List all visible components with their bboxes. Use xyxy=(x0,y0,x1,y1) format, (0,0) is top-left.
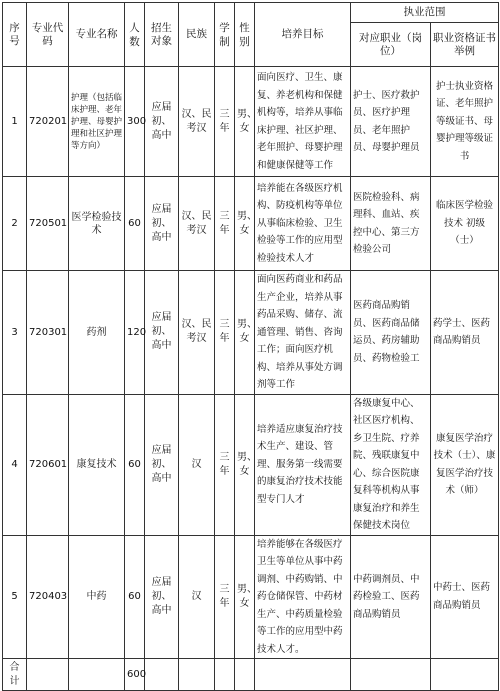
cell-code: 720501 xyxy=(27,177,69,271)
cell-ethnicity: 汉 xyxy=(179,394,215,535)
cell-occupation: 护士、医疗救护员、医疗护理员、老年照护员、母婴护理员 xyxy=(351,67,431,177)
cell-code: 720403 xyxy=(27,535,69,659)
cell-seq: 2 xyxy=(3,177,27,271)
cell-occupation: 医院检验科、病理科、血站、疾控中心、第三方检验公司 xyxy=(351,177,431,271)
cell-seq: 4 xyxy=(3,394,27,535)
cell-certificate: 中药士、医药商品购销员 xyxy=(431,535,499,659)
cell-major: 医学检验技术 xyxy=(69,177,125,271)
cell-ethnicity: 汉、民考汉 xyxy=(179,67,215,177)
table-row xyxy=(3,67,499,177)
cell-certificate: 药学士、医药商品购销员 xyxy=(431,271,499,395)
cell-major: 药剂 xyxy=(69,271,125,395)
total-label: 合计 xyxy=(3,659,27,691)
cell-gender: 男、女 xyxy=(235,535,255,659)
table-row xyxy=(3,177,499,271)
cell-major: 康复技术 xyxy=(69,394,125,535)
cell-occupation: 中药调剂员、中药检验工、医药商品购销员 xyxy=(351,535,431,659)
cell-occupation: 各级康复中心、社区医疗机构、乡卫生院、疗养院、残联康复中心、综合医院康复科等机构从事康复治疗和养生保健技术岗位 xyxy=(351,394,431,535)
cell-seq: 1 xyxy=(3,67,27,177)
header-gender: 性别 xyxy=(235,3,255,67)
header-occupation: 对应职业（岗位） xyxy=(351,23,431,67)
cell-goal: 培养能在各级医疗机构、防疫机构等单位从事临床检验、卫生检验等工作的应用型检验技术人才 xyxy=(255,177,351,271)
header-major: 专业名称 xyxy=(69,3,125,67)
table-row xyxy=(3,535,499,659)
cell-gender: 男、女 xyxy=(235,394,255,535)
cell-count: 300 xyxy=(125,67,145,177)
enrollment-table xyxy=(2,2,499,691)
cell-ethnicity: 汉、民考汉 xyxy=(179,177,215,271)
header-seq: 序号 xyxy=(3,3,27,67)
header-certificate: 职业资格证书举例 xyxy=(431,23,499,67)
cell-duration: 三年 xyxy=(215,177,235,271)
table-row xyxy=(3,394,499,535)
cell-certificate: 护士执业资格证、老年照护等级证书、母婴护理等级证书 xyxy=(431,67,499,177)
cell-target: 应届初、高中 xyxy=(145,67,179,177)
cell-duration: 三年 xyxy=(215,394,235,535)
cell-target: 应届初、高中 xyxy=(145,535,179,659)
cell-count: 60 xyxy=(125,177,145,271)
cell-occupation: 医药商品购销员、医药商品储运员、药房辅助员、药物检验工 xyxy=(351,271,431,395)
header-scope: 执业范围 xyxy=(351,3,499,23)
cell-count: 120 xyxy=(125,271,145,395)
cell-duration: 三年 xyxy=(215,67,235,177)
cell-goal: 面向医疗、卫生、康复、养老机构和保健机构等，培养从事临床护理、社区护理、老年照护、母婴护理和健康保健等工作 xyxy=(255,67,351,177)
header-duration: 学制 xyxy=(215,3,235,67)
cell-code: 720601 xyxy=(27,394,69,535)
cell-gender: 男、女 xyxy=(235,177,255,271)
cell-ethnicity: 汉 xyxy=(179,535,215,659)
cell-count: 60 xyxy=(125,535,145,659)
cell-duration: 三年 xyxy=(215,535,235,659)
cell-ethnicity: 汉、民考汉 xyxy=(179,271,215,395)
cell-major: 护理（包括临床护理、老年护理、母婴护理和社区护理等方向） xyxy=(69,67,125,177)
cell-certificate: 康复医学治疗技术（士）、康复医学治疗技术（师） xyxy=(431,394,499,535)
total-count: 600 xyxy=(125,659,145,691)
cell-duration: 三年 xyxy=(215,271,235,395)
cell-target: 应届初、高中 xyxy=(145,271,179,395)
cell-gender: 男、女 xyxy=(235,67,255,177)
total-row xyxy=(3,659,499,691)
header-target: 招生对象 xyxy=(145,3,179,67)
cell-major: 中药 xyxy=(69,535,125,659)
cell-goal: 面向医药商业和药品生产企业，培养从事药品采购、储存、流通管理、销售、咨询工作；面向医疗机构、培养从事处方调剂等工作 xyxy=(255,271,351,395)
cell-certificate: 临床医学检验技术 初级（士） xyxy=(431,177,499,271)
header-code: 专业代码 xyxy=(27,3,69,67)
cell-goal: 培养适应康复治疗技术生产、建设、管理、服务第一线需要的康复治疗技术技能型专门人才 xyxy=(255,394,351,535)
cell-target: 应届初、高中 xyxy=(145,177,179,271)
header-ethnicity: 民族 xyxy=(179,3,215,67)
header-goal: 培养目标 xyxy=(255,3,351,67)
cell-count: 60 xyxy=(125,394,145,535)
cell-seq: 3 xyxy=(3,271,27,395)
cell-code: 720201 xyxy=(27,67,69,177)
cell-goal: 培养能够在各级医疗卫生等单位从事中药调剂、中药购销、中药仓储保管、中药材生产、中药质量检验等工作的应用型中药技术人才。 xyxy=(255,535,351,659)
cell-seq: 5 xyxy=(3,535,27,659)
cell-target: 应届初、高中 xyxy=(145,394,179,535)
table-row xyxy=(3,271,499,395)
cell-gender: 男、女 xyxy=(235,271,255,395)
header-count: 人数 xyxy=(125,3,145,67)
cell-code: 720301 xyxy=(27,271,69,395)
